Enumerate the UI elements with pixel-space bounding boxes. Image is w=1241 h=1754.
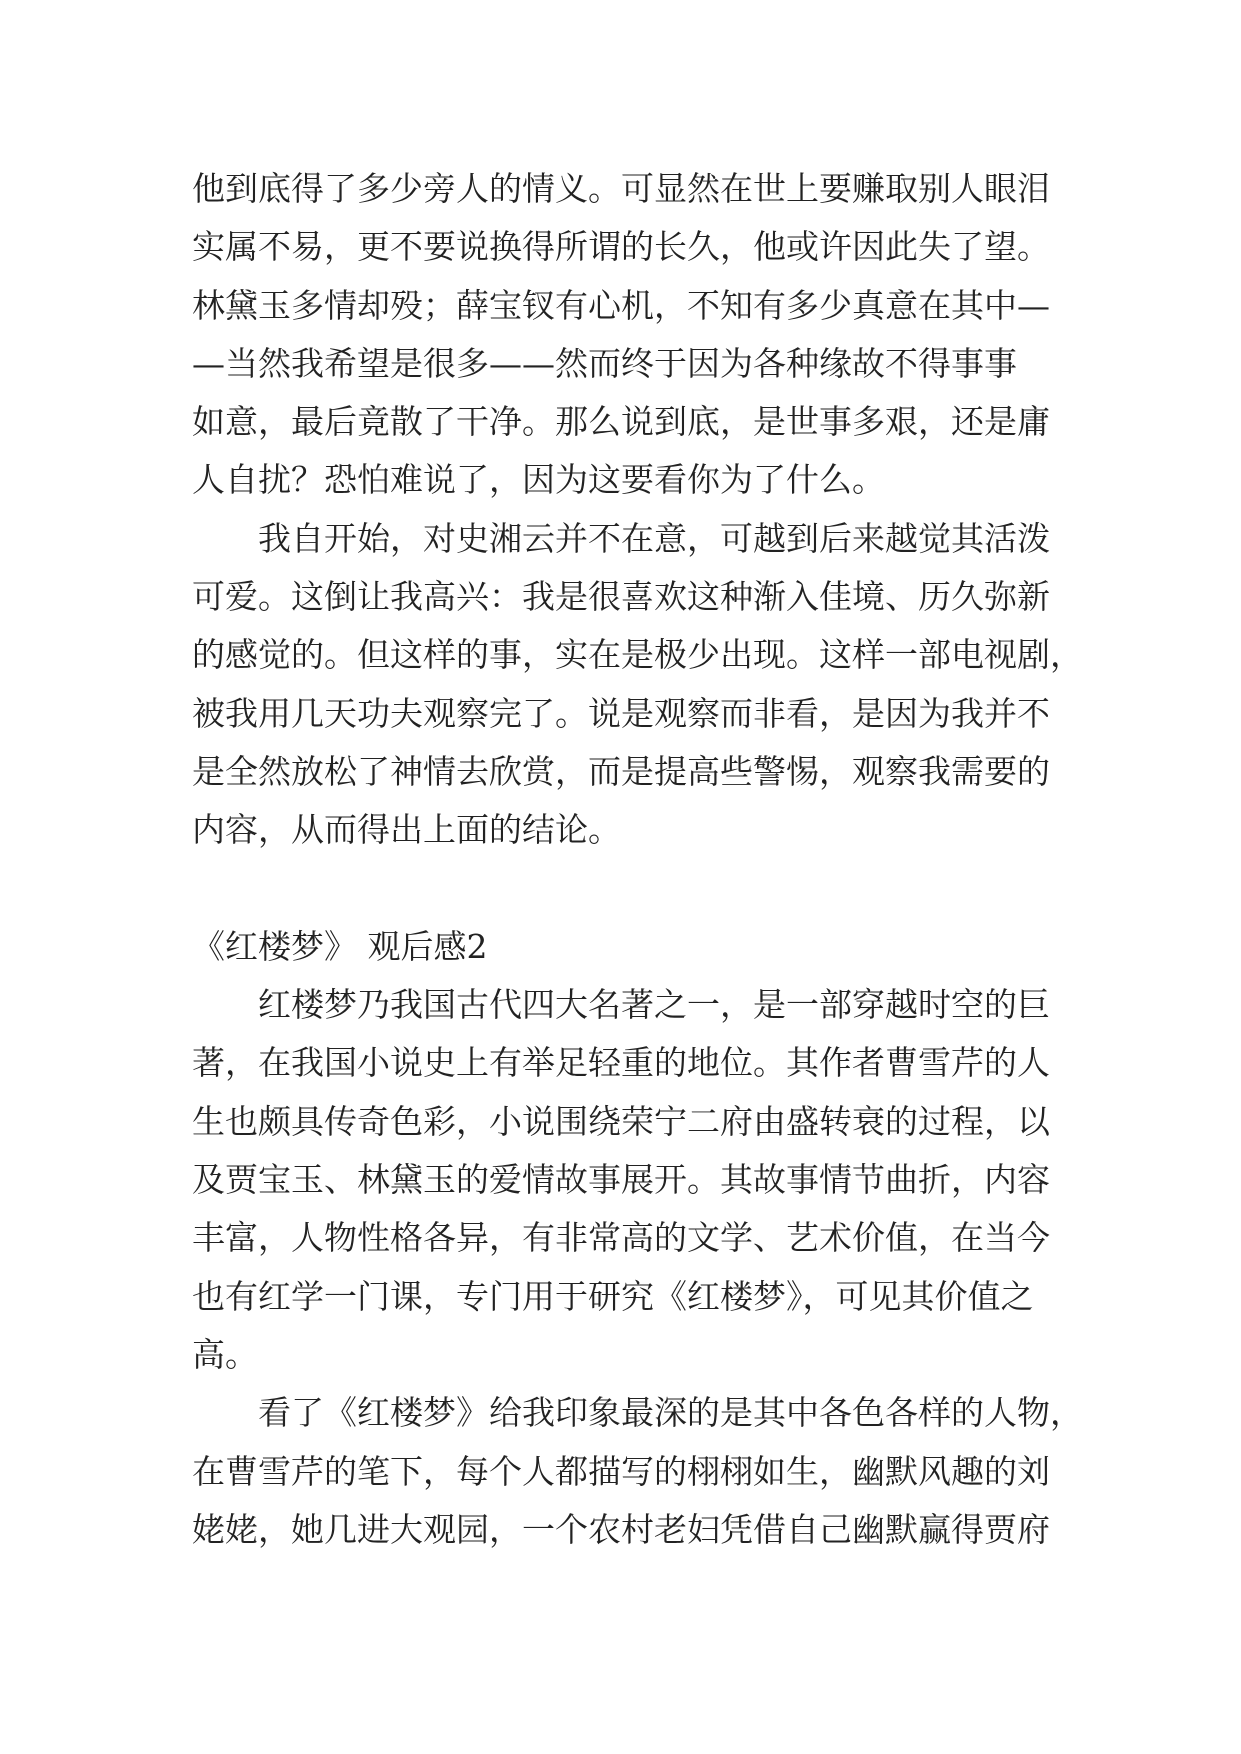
- paragraph: [192, 510, 1083, 860]
- text-line: 红楼梦乃我国古代四大名著之一，是一部穿越时空的巨: [258, 985, 1050, 1025]
- section-heading: 《红楼梦》 观后感2: [192, 926, 488, 966]
- text-line: 是全然放松了神情去欣赏，而是提高些警惕，观察我需要的: [192, 751, 1050, 791]
- paragraph-spacer: [192, 860, 1072, 918]
- text-line: 也有红学一门课，专门用于研究《红楼梦》，可见其价值之: [192, 1276, 1034, 1316]
- document-body: [192, 160, 1083, 1559]
- text-line: 著，在我国小说史上有举足轻重的地位。其作者曹雪芹的人: [192, 1043, 1050, 1083]
- text-line: 如意，最后竟散了干净。那么说到底，是世事多艰，还是庸: [192, 402, 1050, 442]
- text-line: 姥姥，她几进大观园，一个农村老妇凭借自己幽默赢得贾府: [192, 1509, 1050, 1549]
- text-line: 他到底得了多少旁人的情义。可显然在世上要赚取别人眼泪: [192, 169, 1050, 208]
- text-line: 高。: [192, 1334, 258, 1374]
- text-line: 人自扰？恐怕难说了，因为这要看你为了什么。: [192, 460, 885, 500]
- text-line: 丰富，人物性格各异，有非常高的文学、艺术价值，在当今: [192, 1218, 1050, 1258]
- text-line: 实属不易，更不要说换得所谓的长久，他或许因此失了望。: [192, 227, 1050, 267]
- paragraph: [192, 1384, 1083, 1559]
- paragraph: [192, 976, 1072, 1384]
- paragraph: [192, 160, 1072, 510]
- text-line: —当然我希望是很多——然而终于因为各种缘故不得事事: [192, 343, 1017, 383]
- text-line: 内容，从而得出上面的结论。: [192, 810, 621, 850]
- text-line: 及贾宝玉、林黛玉的爱情故事展开。其故事情节曲折，内容: [192, 1160, 1050, 1200]
- text-line: 在曹雪芹的笔下，每个人都描写的栩栩如生，幽默风趣的刘: [192, 1451, 1050, 1491]
- text-line: 生也颇具传奇色彩，小说围绕荣宁二府由盛转衰的过程，以: [192, 1101, 1050, 1141]
- text-line: 的感觉的。但这样的事，实在是极少出现。这样一部电视剧，: [192, 635, 1083, 675]
- text-line: 林黛玉多情却殁；薛宝钗有心机，不知有多少真意在其中—: [192, 285, 1050, 325]
- text-line: 可爱。这倒让我高兴：我是很喜欢这种渐入佳境、历久弥新: [192, 577, 1050, 617]
- text-line: 被我用几天功夫观察完了。说是观察而非看，是因为我并不: [192, 693, 1050, 733]
- text-line: 看了《红楼梦》给我印象最深的是其中各色各样的人物，: [258, 1393, 1083, 1433]
- text-line: 我自开始，对史湘云并不在意，可越到后来越觉其活泼: [258, 518, 1050, 558]
